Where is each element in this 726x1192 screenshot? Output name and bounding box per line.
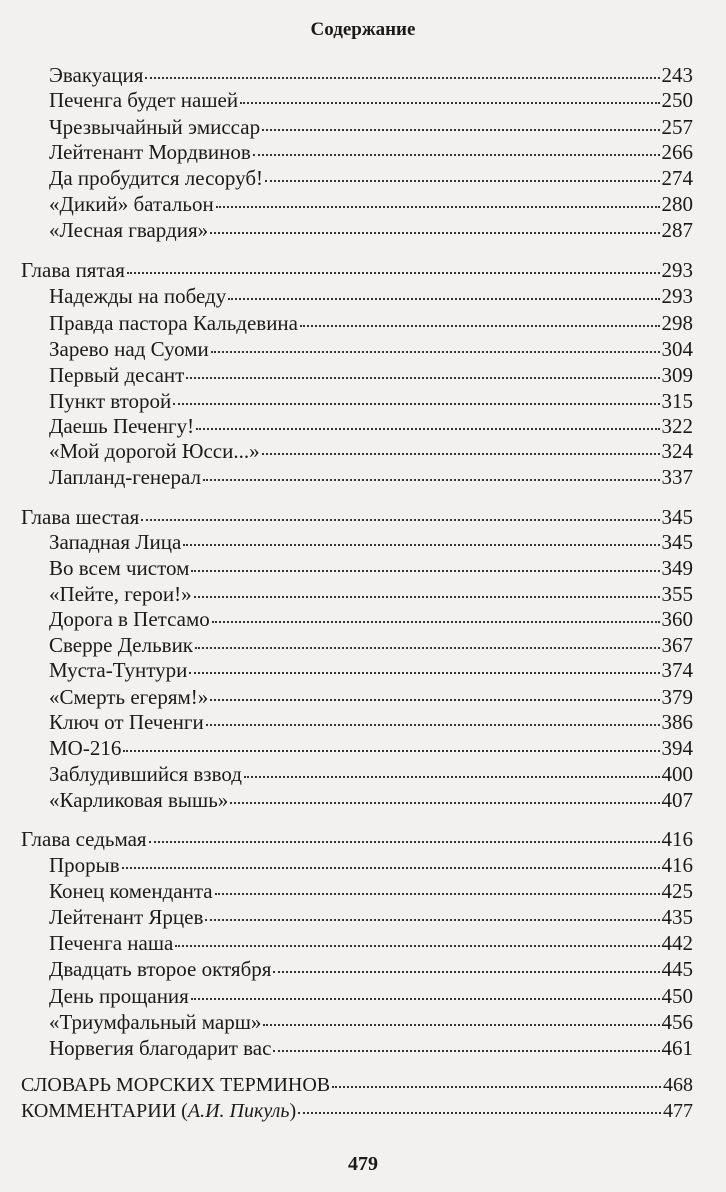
- toc-entry: [49, 413, 693, 439]
- toc-title: Печенга будет нашей: [49, 88, 239, 112]
- toc-entry: [49, 904, 693, 930]
- dot-leader: [212, 620, 660, 623]
- toc-title: Прорыв: [49, 853, 120, 877]
- toc-page-number: 450: [661, 984, 693, 1008]
- dot-leader: [230, 801, 659, 804]
- toc-title: СЛОВАРЬ МОРСКИХ ТЕРМИНОВ: [21, 1074, 331, 1096]
- dot-leader: [183, 543, 659, 546]
- toc-page-number: 355: [661, 582, 693, 606]
- toc-page-number: 400: [661, 762, 693, 786]
- dot-leader: [262, 128, 659, 131]
- toc-title: Эвакуация: [49, 63, 144, 87]
- toc-page-number: 456: [661, 1010, 693, 1034]
- dot-leader: [215, 892, 660, 895]
- toc-page-number: 243: [661, 63, 693, 87]
- toc-title: КОММЕНТАРИИ (А.И. Пикуль): [21, 1100, 297, 1122]
- toc-page-number: 257: [661, 115, 693, 139]
- toc-entry: [49, 684, 693, 710]
- toc-entry: [49, 606, 693, 632]
- toc-title: «Карликовая вышь»: [49, 788, 229, 812]
- dot-leader: [127, 271, 660, 274]
- dot-leader: [332, 1085, 661, 1088]
- toc-entry: [49, 529, 693, 555]
- toc-entry: [49, 87, 693, 113]
- toc-title: Зарево над Суоми: [49, 337, 209, 361]
- dot-leader: [195, 646, 659, 649]
- dot-leader: [210, 698, 659, 701]
- toc-title: Правда пастора Кальдевина: [49, 311, 298, 335]
- dot-leader: [253, 153, 660, 156]
- dot-leader: [263, 1023, 659, 1026]
- toc-entry: [49, 62, 693, 88]
- toc-title: День прощания: [49, 984, 189, 1008]
- toc-title: Конец коменданта: [49, 879, 213, 903]
- toc-entry: [49, 438, 693, 464]
- toc-title: «Мой дорогой Юсси...»: [49, 439, 260, 463]
- dot-leader: [141, 518, 659, 521]
- toc-entry: [49, 217, 693, 243]
- toc-entry: [49, 735, 693, 761]
- toc-title: Лейтенант Мордвинов: [49, 140, 251, 164]
- toc-title: Двадцать второе октября: [49, 957, 272, 981]
- toc-entry: [49, 1009, 693, 1035]
- toc-page-number: 304: [661, 337, 693, 361]
- toc-entry: [49, 114, 693, 140]
- dot-leader: [196, 427, 659, 430]
- toc-page-number: 468: [663, 1074, 693, 1096]
- page-header: Содержание: [310, 19, 416, 40]
- toc-page-number: 280: [661, 192, 693, 216]
- toc-title: Чрезвычайный эмиссар: [49, 115, 261, 139]
- toc-entry: [49, 787, 693, 813]
- toc-title: Глава шестая: [21, 505, 140, 529]
- toc-page-number: 425: [661, 879, 693, 903]
- toc-page-number: 394: [661, 736, 693, 760]
- toc-title: Печенга наша: [49, 931, 174, 955]
- dot-leader: [194, 595, 660, 598]
- toc-section: [21, 1098, 693, 1124]
- toc-page-number: 274: [661, 166, 693, 190]
- dot-leader: [262, 452, 660, 455]
- toc-title: Западная Лица: [49, 530, 182, 554]
- dot-leader: [211, 350, 660, 353]
- dot-leader: [173, 402, 659, 405]
- dot-leader: [300, 324, 660, 327]
- toc-title: Ключ от Печенги: [49, 710, 204, 734]
- toc-title: Лапланд-генерал: [49, 465, 201, 489]
- dot-leader: [298, 1111, 661, 1114]
- toc-page-number: 266: [661, 140, 693, 164]
- toc-entry: [49, 761, 693, 787]
- toc-entry: [49, 283, 693, 309]
- toc-page-number: 298: [661, 311, 693, 335]
- dot-leader: [203, 478, 660, 481]
- toc-page-number: 287: [661, 218, 693, 242]
- toc-page-number: 445: [661, 957, 693, 981]
- toc-entry: [49, 657, 693, 683]
- dot-leader: [122, 866, 660, 869]
- toc-page-number: 442: [661, 931, 693, 955]
- toc-title: Заблудившийся взвод: [49, 762, 242, 786]
- toc-title: «Триумфальный марш»: [49, 1010, 262, 1034]
- toc-entry: [49, 139, 693, 165]
- toc-title: Глава пятая: [21, 258, 125, 282]
- toc-page-number: 374: [661, 658, 693, 682]
- toc-page-number: 293: [661, 284, 693, 308]
- toc-page-number: 386: [661, 710, 693, 734]
- toc-entry: [49, 165, 693, 191]
- dot-leader: [210, 231, 659, 234]
- toc-entry: [49, 852, 693, 878]
- toc-page-number: 345: [661, 505, 693, 529]
- toc-title: Первый десант: [49, 363, 185, 387]
- toc-entry: [49, 930, 693, 956]
- dot-leader: [244, 775, 660, 778]
- toc-entry: [49, 336, 693, 362]
- toc-title: Во всем чистом: [49, 556, 190, 580]
- dot-leader: [175, 944, 659, 947]
- toc-section: [21, 1072, 693, 1098]
- dot-leader: [205, 918, 659, 921]
- toc-entry: [49, 310, 693, 336]
- dot-leader: [216, 205, 660, 208]
- toc-entry: [49, 632, 693, 658]
- toc-page-number: 324: [661, 439, 693, 463]
- toc-page-number: 407: [661, 788, 693, 812]
- toc-chapter: [21, 504, 693, 530]
- toc-entry: [49, 388, 693, 414]
- toc-entry: [49, 191, 693, 217]
- toc-page-number: 309: [661, 363, 693, 387]
- toc-page-number: 293: [661, 258, 693, 282]
- dot-leader: [145, 76, 659, 79]
- dot-leader: [273, 970, 659, 973]
- toc-entry: [49, 362, 693, 388]
- toc-title: МО-216: [49, 736, 122, 760]
- toc-page-number: 250: [661, 88, 693, 112]
- dot-leader: [206, 723, 660, 726]
- toc-entry: [49, 709, 693, 735]
- toc-title: «Лесная гвардия»: [49, 218, 209, 242]
- toc-title: Глава седьмая: [21, 827, 147, 851]
- toc-page-number: 337: [661, 465, 693, 489]
- toc-title: Муста-Тунтури: [49, 658, 188, 682]
- toc-entry: [49, 983, 693, 1009]
- toc-page-number: 477: [663, 1100, 693, 1122]
- dot-leader: [123, 749, 659, 752]
- toc-entry: [49, 878, 693, 904]
- toc-entry: [49, 956, 693, 982]
- toc-page-number: 461: [661, 1036, 693, 1060]
- toc-page-number: 435: [661, 905, 693, 929]
- toc-title: «Дикий» батальон: [49, 192, 214, 216]
- toc-page-number: 367: [661, 633, 693, 657]
- toc-title: Лейтенант Ярцев: [49, 905, 204, 929]
- toc-entry: [49, 581, 693, 607]
- toc-title: Сверре Дельвик: [49, 633, 194, 657]
- toc-page-number: 315: [661, 389, 693, 413]
- dot-leader: [149, 840, 660, 843]
- dot-leader: [189, 671, 659, 674]
- toc-title: Даешь Печенгу!: [49, 414, 195, 438]
- toc-page-number: 349: [661, 556, 693, 580]
- dot-leader: [273, 1049, 659, 1052]
- toc-title: «Пейте, герои!»: [49, 582, 192, 606]
- toc-page-number: 379: [661, 685, 693, 709]
- toc-entry: [49, 555, 693, 581]
- page-number: 479: [348, 1153, 378, 1175]
- toc-entry: [49, 1035, 693, 1061]
- toc-page-number: 345: [661, 530, 693, 554]
- dot-leader: [186, 376, 659, 379]
- toc-title: Да пробудится лесоруб!: [49, 166, 264, 190]
- toc-title: Норвегия благодарит вас: [49, 1036, 272, 1060]
- toc-chapter: [21, 826, 693, 852]
- toc-page-number: 416: [661, 853, 693, 877]
- dot-leader: [191, 569, 659, 572]
- toc-title: Дорога в Петсамо: [49, 607, 210, 631]
- dot-leader: [265, 179, 659, 182]
- toc-page-number: 322: [661, 414, 693, 438]
- toc-title: «Смерть егерям!»: [49, 685, 209, 709]
- toc-title: Пункт второй: [49, 389, 172, 413]
- toc-chapter: [21, 257, 693, 283]
- dot-leader: [228, 297, 659, 300]
- dot-leader: [191, 997, 660, 1000]
- toc-title: Надежды на победу: [49, 284, 227, 308]
- toc-entry: [49, 464, 693, 490]
- toc-page-number: 416: [661, 827, 693, 851]
- toc-page-number: 360: [661, 607, 693, 631]
- dot-leader: [240, 101, 659, 104]
